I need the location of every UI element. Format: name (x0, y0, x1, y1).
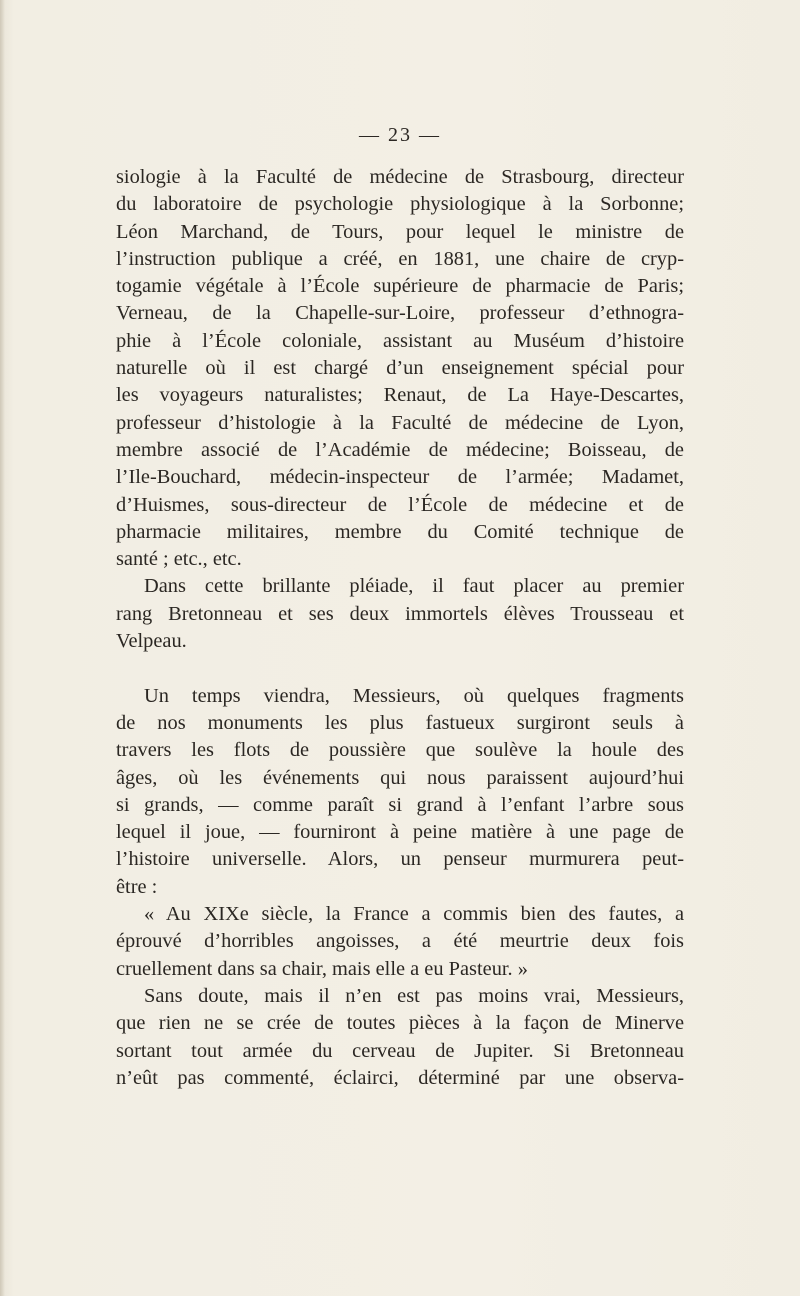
body-text (116, 164, 684, 1092)
paragraph-first-line: Un temps viendra, Messieurs, où quelques fragments (144, 684, 684, 707)
text-line: phie à l’École coloniale, assistant au Muséum d’histoire (116, 329, 684, 352)
paragraph-first-line: Sans doute, mais il n’en est pas moins vrai, Messieurs, (144, 984, 684, 1007)
text-line: Verneau, de la Chapelle-sur-Loire, professeur d’ethnogra- (116, 302, 684, 325)
text-line: l’instruction publique a créé, en 1881, une chaire de cryp- (116, 247, 684, 270)
text-line: lequel il joue, — fourniront à peine matière à une page de (116, 821, 684, 844)
text-line: d’Huismes, sous-directeur de l’École de médecine et de (116, 493, 684, 516)
text-line: si grands, — comme paraît si grand à l’enfant l’arbre sous (116, 793, 684, 816)
text-line: naturelle où il est chargé d’un enseignement spécial pour (116, 357, 684, 380)
text-line: l’histoire universelle. Alors, un penseur murmurera peut- (116, 848, 684, 871)
text-line: togamie végétale à l’École supérieure de pharmacie de Paris; (116, 275, 684, 298)
text-line: éprouvé d’horribles angoisses, a été meurtrie deux fois (116, 930, 684, 953)
text-line: Léon Marchand, de Tours, pour lequel le ministre de (116, 220, 684, 243)
text-line: les voyageurs naturalistes; Renaut, de La Haye-Descartes, (116, 384, 684, 407)
text-line: de nos monuments les plus fastueux surgiront seuls à (116, 711, 684, 734)
text-line: membre associé de l’Académie de médecine; Boisseau, de (116, 438, 684, 461)
text-line: cruellement dans sa chair, mais elle a eu Pasteur. » (116, 957, 528, 980)
text-line: travers les flots de poussière que soulève la houle des (116, 739, 684, 762)
text-line: que rien ne se crée de toutes pièces à la façon de Minerve (116, 1012, 684, 1035)
text-line: santé ; etc., etc. (116, 548, 242, 571)
text-line: être : (116, 875, 158, 898)
text-line: Velpeau. (116, 630, 187, 653)
page-number: — 23 — (359, 124, 441, 146)
text-line: sortant tout armée du cerveau de Jupiter. Si Bretonneau (116, 1039, 684, 1062)
text-line: siologie à la Faculté de médecine de Strasbourg, directeur (116, 166, 684, 188)
text-line: n’eût pas commenté, éclairci, déterminé par une observa- (116, 1066, 684, 1089)
text-line: pharmacie militaires, membre du Comité technique de (116, 520, 684, 543)
paragraph-first-line: Dans cette brillante pléiade, il faut placer au premier (144, 575, 684, 598)
paragraph-first-line: « Au XIXe siècle, la France a commis bien des fautes, a (144, 903, 684, 926)
text-line: du laboratoire de psychologie physiologique à la Sorbonne; (116, 193, 684, 216)
text-line: professeur d’histologie à la Faculté de médecine de Lyon, (116, 411, 684, 434)
text-line: âges, où les événements qui nous paraissent aujourd’hui (116, 766, 684, 789)
text-line: l’Ile-Bouchard, médecin-inspecteur de l’armée; Madamet, (116, 466, 684, 489)
paragraph-gap (116, 655, 684, 682)
page-edge-shadow (0, 0, 5, 1296)
text-line: rang Bretonneau et ses deux immortels élèves Trousseau et (116, 602, 684, 625)
